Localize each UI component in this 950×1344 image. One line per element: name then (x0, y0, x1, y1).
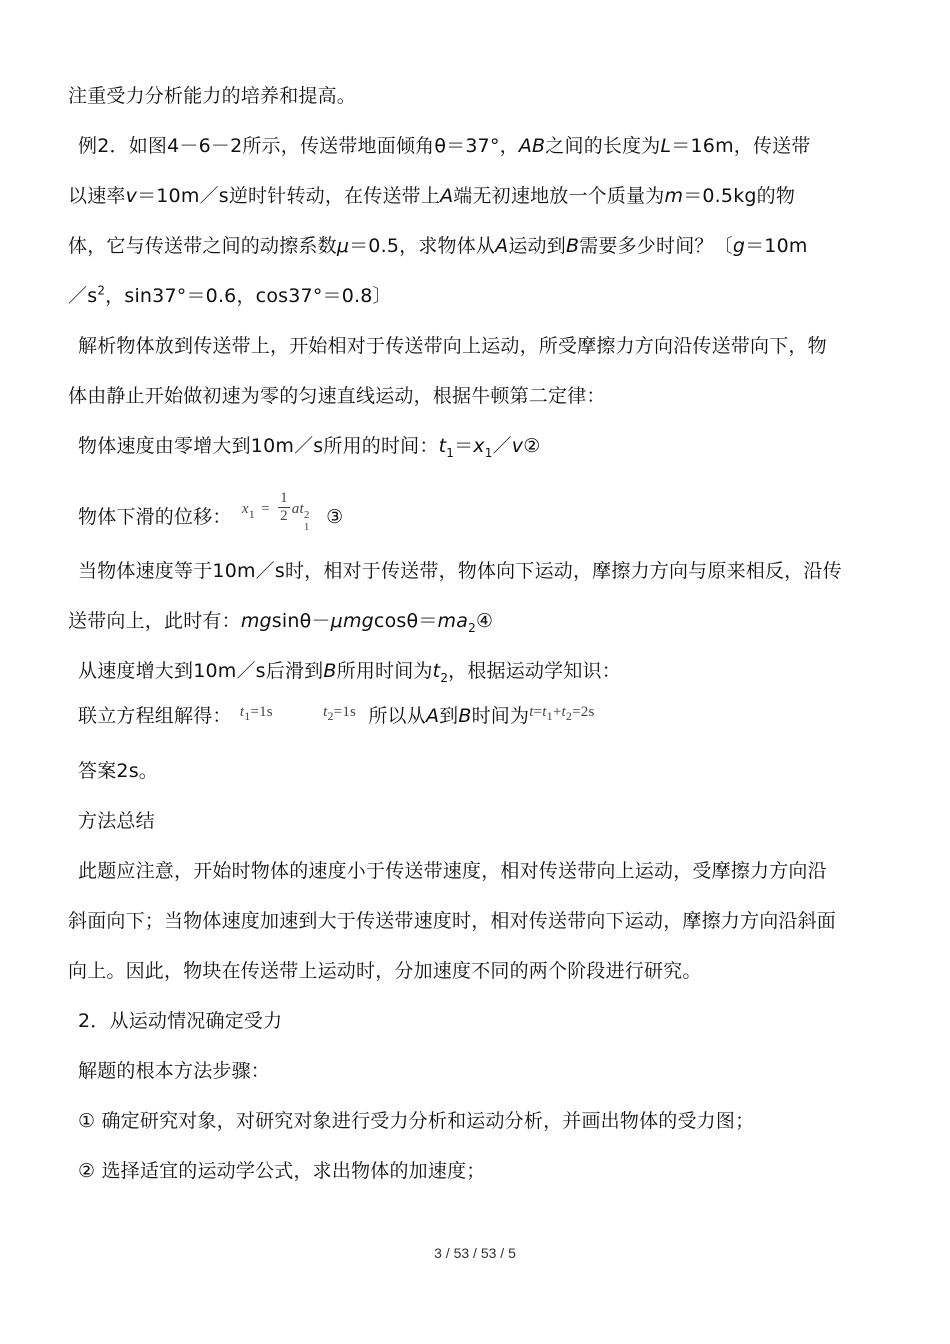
summary-line-3: 向上。因此，物块在传送带上运动时，分加速度不同的两个阶段进行研究。 (68, 960, 702, 982)
time-formula-line: 物体速度由零增大到10m／s所用的时间：$t_1=x_1/v②$ (78, 435, 541, 460)
paragraph-line: 注重受力分析能力的培养和提高。 (68, 85, 357, 107)
answer-line: 答案2s。 (78, 760, 158, 782)
analysis-line-2: 体由静止开始做初速为零的匀速直线运动，根据牛顿第二定律： (68, 385, 606, 407)
steps-intro: 解题的根本方法步骤： (78, 1060, 271, 1082)
page-footer: 3 / 53 / 53 / 5 (434, 1245, 516, 1261)
displacement-formula-line: 物体下滑的位移： $x_1$ = $\frac{1}{2}$ at 2 1 ③ (78, 490, 344, 533)
method-summary-heading: 方法总结 (78, 810, 155, 832)
summary-line-1: 此题应注意，开始时物体的速度小于传送带速度，相对传送带向上运动，受摩擦力方向沿 (78, 860, 827, 882)
example-2-line-3: 体，它与传送带之间的动擦系数μ＝0.5，求物体从A运动到B需要多少时间？〔g＝10m (68, 235, 808, 257)
section-heading-2: 2．从运动情况确定受力 (78, 1010, 283, 1032)
analysis-line-3: 当物体速度等于10m／s时，相对于传送带，物体向下运动，摩擦力方向与原来相反，沿传 (78, 560, 842, 582)
example-2-line-4: $/s^2$，sin37°＝0.6，cos37°＝0.8〕 (68, 283, 392, 307)
example-2-line-1: 例2．如图4－6－2所示，传送带地面倾角θ＝37°，AB之间的长度为L＝16m，传送带 (78, 135, 811, 157)
total-time-result: t=t1+t2=2s (529, 704, 595, 723)
fraction-one-half: $\frac{1}{2}$ (280, 490, 288, 524)
step-2: ② 选择适宜的运动学公式，求出物体的加速度； (78, 1160, 486, 1182)
t1-result: t1=1s (239, 704, 273, 723)
kinematics-line: 从速度增大到10m／s后滑到B所用时间为$t_2$，根据运动学知识： (78, 660, 621, 685)
displacement-equation: $x_1$ = $\frac{1}{2}$ at 2 1 (241, 490, 310, 533)
example-2-line-2: 以速率v＝10m／s逆时针转动，在传送带上A端无初速地放一个质量为m＝0.5kg的物 (68, 185, 796, 207)
step-1: ① 确定研究对象，对研究对象进行受力分析和运动分析，并画出物体的受力图； (78, 1110, 755, 1132)
force-equation-line: 送带向上，此时有：$mgsin\theta-\mu mgcos\theta=ma_2④$ (68, 610, 494, 635)
t2-result: t2=1s (323, 704, 357, 723)
summary-line-2: 斜面向下；当物体速度加速到大于传送带速度时，相对传送带向下运动，摩擦力方向沿斜面 (68, 910, 837, 932)
solution-line: 联立方程组解得： $^{t_1=1s}$ $^{t_2=1s}$ 所以从A到B时间为$^{t=t_1+t_2=2s}$ (78, 704, 595, 727)
analysis-line-1: 解析物体放到传送带上，开始相对于传送带向上运动，所受摩擦力方向沿传送带向下，物 (78, 335, 827, 357)
